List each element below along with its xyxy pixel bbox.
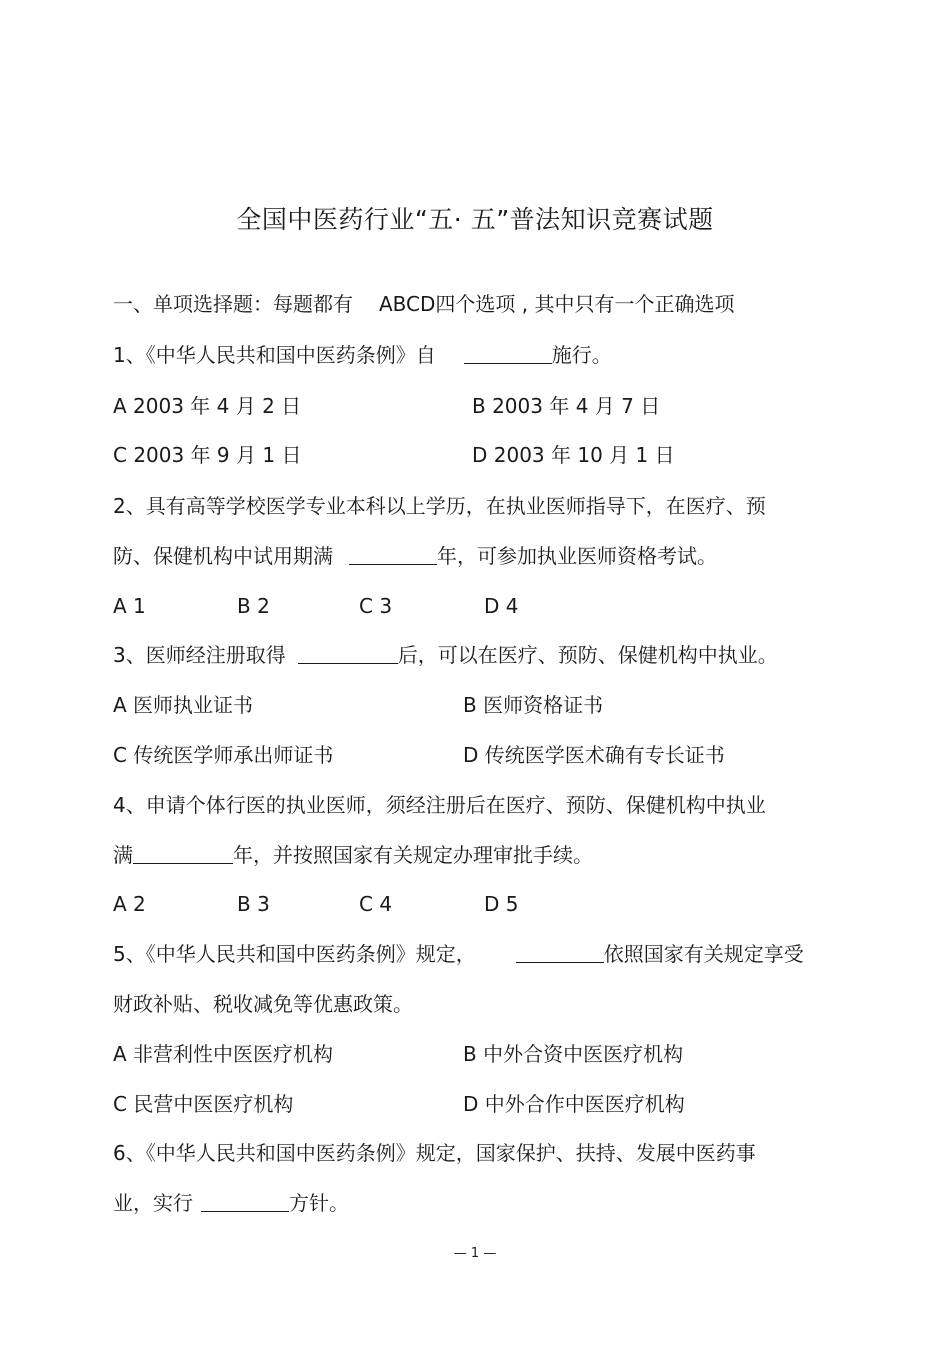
- q3-option-c: C 传统医学师承出师证书: [113, 743, 334, 767]
- question-5-line-2: 财政补贴、税收减免等优惠政策。: [113, 992, 413, 1016]
- question-4-text: 满: [113, 843, 133, 867]
- question-1-text-end: 施行。: [551, 343, 612, 367]
- question-2-line-1: 2、具有高等学校医学专业本科以上学历，在执业医师指导下，在医疗、预: [113, 494, 766, 518]
- question-5-text-end: 依照国家有关规定享受: [603, 942, 804, 966]
- q3-option-d: D 传统医学医术确有专长证书: [463, 743, 725, 767]
- q5-option-b: B 中外合资中医医疗机构: [463, 1042, 684, 1066]
- question-5-text: 5、《中华人民共和国中医药条例》规定，: [113, 942, 476, 966]
- q3-option-b: B 医师资格证书: [463, 693, 604, 717]
- section-intro-text-a: 一、单项选择题：每题都有: [113, 292, 353, 316]
- question-4-line-2: [113, 841, 593, 869]
- section-intro-letters: ABCD: [379, 292, 436, 316]
- q2-option-d: D 4: [484, 594, 519, 618]
- q2-option-b: B 2: [237, 594, 270, 618]
- q5-option-a: A 非营利性中医医疗机构: [113, 1042, 334, 1066]
- q4-option-b: B 3: [237, 892, 270, 916]
- q4-option-a: A 2: [113, 892, 146, 916]
- q2-option-a: A 1: [113, 594, 146, 618]
- question-6-line-2: [113, 1189, 349, 1217]
- question-6-line-1: 6、《中华人民共和国中医药条例》规定，国家保护、扶持、发展中医药事: [113, 1141, 756, 1165]
- question-3: [113, 641, 778, 669]
- q5-option-d: D 中外合作中医医疗机构: [463, 1092, 685, 1116]
- answer-blank: [201, 1191, 289, 1212]
- q5-option-c: C 民营中医医疗机构: [113, 1092, 294, 1116]
- q3-option-a: A 医师执业证书: [113, 693, 254, 717]
- q1-option-c: C 2003 年 9 月 1 日: [113, 443, 302, 467]
- question-3-text: 3、医师经注册取得: [113, 643, 286, 667]
- answer-blank: [516, 942, 604, 963]
- q1-option-d: D 2003 年 10 月 1 日: [472, 443, 675, 467]
- answer-blank: [298, 643, 398, 664]
- question-2-text: 防、保健机构中试用期满: [113, 544, 333, 568]
- q4-option-d: D 5: [484, 892, 519, 916]
- answer-blank: [349, 544, 437, 565]
- section-intro-text-b: 四个选项 , 其中只有一个正确选项: [435, 292, 735, 316]
- page-title: 全国中医药行业“五· 五”普法知识竞赛试题: [236, 205, 714, 234]
- question-4-text-end: 年，并按照国家有关规定办理审批手续。: [233, 843, 593, 867]
- q1-option-b: B 2003 年 4 月 7 日: [472, 394, 661, 418]
- question-2-text-end: 年，可参加执业医师资格考试。: [437, 544, 717, 568]
- q4-option-c: C 4: [359, 892, 393, 916]
- question-1-text: 1、《中华人民共和国中医药条例》自: [113, 343, 436, 367]
- question-4-line-1: 4、申请个体行医的执业医师，须经注册后在医疗、预防、保健机构中执业: [113, 793, 766, 817]
- question-6-text: 业，实行: [113, 1191, 193, 1215]
- question-2-line-2: [113, 542, 717, 570]
- page-number: — 1 —: [453, 1246, 497, 1261]
- question-5-line-1: [113, 940, 804, 968]
- answer-blank: [133, 843, 233, 864]
- answer-blank: [464, 343, 552, 364]
- q1-option-a: A 2003 年 4 月 2 日: [113, 394, 302, 418]
- question-3-text-end: 后，可以在医疗、预防、保健机构中执业。: [397, 643, 778, 667]
- q2-option-c: C 3: [359, 594, 393, 618]
- question-6-text-end: 方针。: [289, 1191, 349, 1215]
- question-1: [113, 341, 612, 369]
- section-intro: [113, 290, 735, 318]
